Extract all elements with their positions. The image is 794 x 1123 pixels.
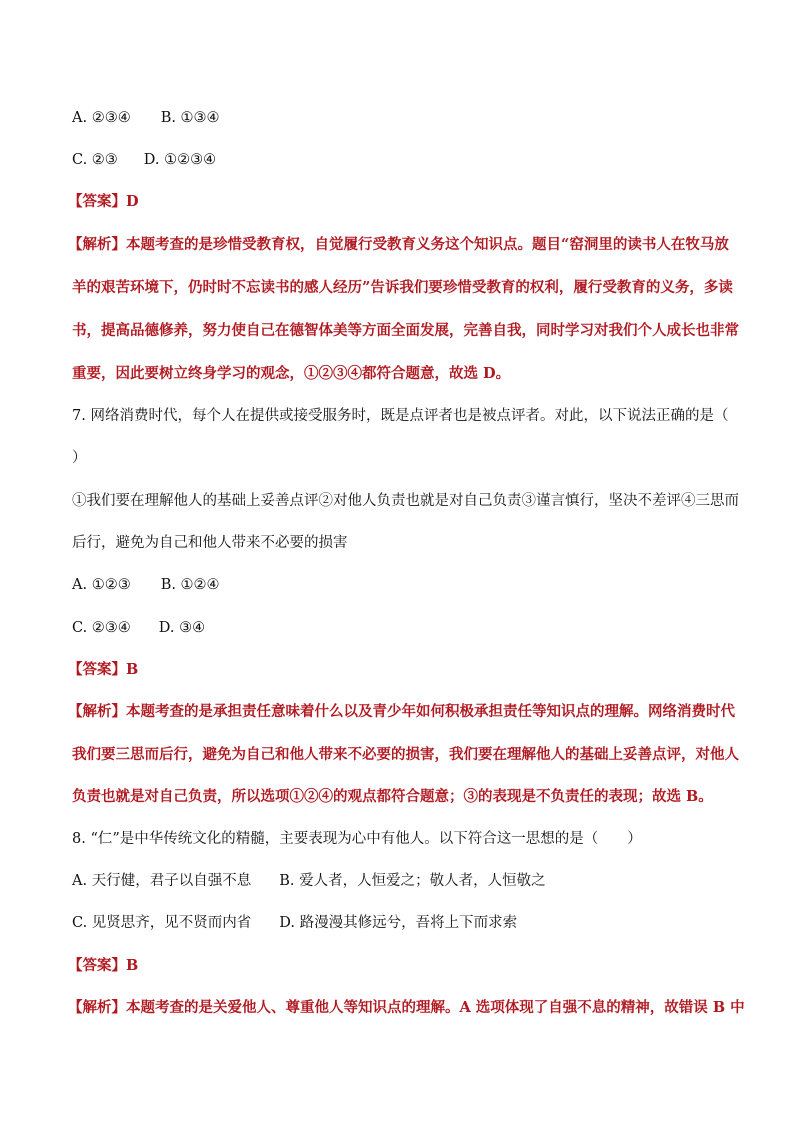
q8-analysis-line-1: 【解析】本题考查的是关爱他人、尊重他人等知识点的理解。A 选项体现了自强不息的精神，故错误 B 中 [68,999,745,1016]
q8-option-a: A. 天行健，君子以自强不息 [72,873,252,889]
q6-analysis-line-2: 羊的艰苦环境下，仍时时不忘读书的感人经历”告诉我们要珍惜受教育的权利，履行受教育的义务，多读 [72,279,733,296]
q6-option-c: C. ②③ [72,152,118,168]
q7-stem-line-2: ） [72,450,87,466]
q6-analysis-line-1: 【解析】本题考查的是珍惜受教育权，自觉履行受教育义务这个知识点。题目“窑洞里的读书人在牧马放 [68,236,729,253]
q8-option-c: C. 见贤思齐，见不贤而内省 [72,915,252,931]
q8-option-d: D. 路漫漫其修远兮，吾将上下而求索 [279,915,518,931]
q6-options-row-2 [72,150,216,170]
q8-options-row-1 [72,871,546,891]
q7-options-row-1 [72,575,220,595]
q8-stem: 8. “仁”是中华传统文化的精髓，主要表现为心中有他人。以下符合这一思想的是（ ） [72,831,642,847]
q6-option-d: D. ①②③④ [143,152,217,168]
q7-statement-line-2: 后行，避免为自己和他人带来不必要的损害 [72,535,348,551]
q7-statement-line-1: ①我们要在理解他人的基础上妥善点评②对他人负责也就是对自己负责③谨言慎行，坚决不差评④三思而 [72,493,739,509]
q7-analysis-line-2: 我们要三思而后行，避免为自己和他人带来不必要的损害，我们要在理解他人的基础上妥善点评，对他人 [72,746,739,763]
q6-options-row-1 [72,108,220,128]
q7-option-b: B. ①②④ [160,577,220,593]
q6-analysis-line-3: 书，提高品德修养，努力使自己在德智体美等方面全面发展，完善自我，同时学习对我们个人成长也非常 [72,322,739,339]
q6-answer: 【答案】D [68,193,139,210]
q7-options-row-2 [72,618,205,638]
q7-answer: 【答案】B [68,661,139,678]
q7-analysis-line-1: 【解析】本题考查的是承担责任意味着什么以及青少年如何积极承担责任等知识点的理解。网络消费时代 [68,703,735,720]
q6-analysis-line-4: 重要，因此要树立终身学习的观念，①②③④都符合题意，故选 D。 [72,365,511,382]
q7-stem-line-1: 7. 网络消费时代，每个人在提供或接受服务时，既是点评者也是被点评者。对此，以下说法正确的是（ [72,408,729,424]
q8-answer: 【答案】B [68,957,139,974]
q8-option-b: B. 爱人者，人恒爱之；敬人者，人恒敬之 [279,873,546,889]
q6-option-a: A. ②③④ [72,110,131,126]
q6-option-b: B. ①③④ [160,110,220,126]
q8-options-row-2 [72,913,517,933]
q7-analysis-line-3: 负责也就是对自己负责，所以选项①②④的观点都符合题意；③的表现是不负责任的表现；故选 B。 [72,788,713,805]
q7-option-d: D. ③④ [158,620,206,636]
q7-option-c: C. ②③④ [72,620,131,636]
q7-option-a: A. ①②③ [72,577,131,593]
